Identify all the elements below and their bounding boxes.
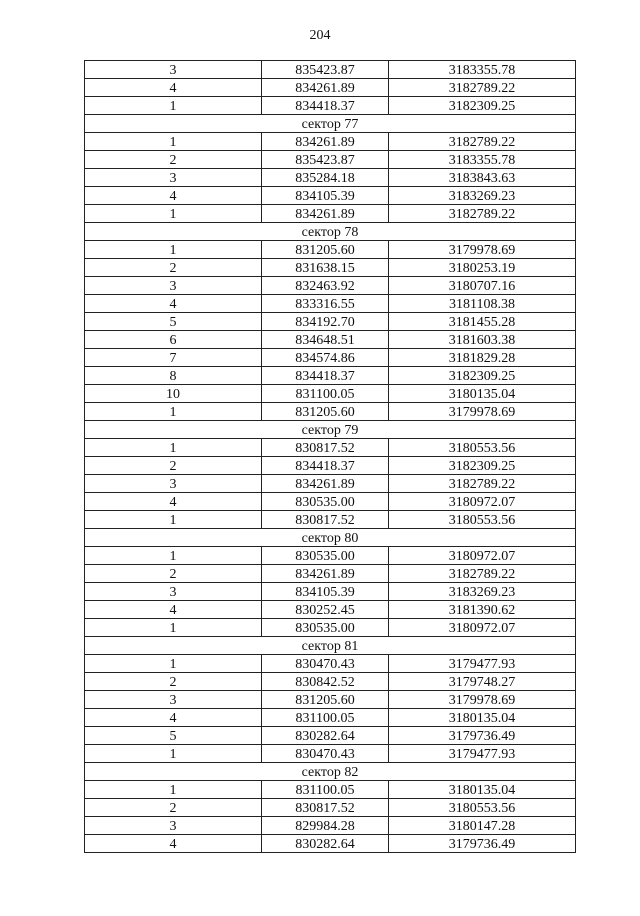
y-coordinate-cell: 3179736.49 <box>389 835 576 853</box>
x-coordinate-cell: 834261.89 <box>262 79 389 97</box>
y-coordinate-cell: 3183843.63 <box>389 169 576 187</box>
table-row <box>85 709 576 727</box>
sector-label: сектор 82 <box>85 763 576 781</box>
sector-header-row <box>85 223 576 241</box>
x-coordinate-cell: 830535.00 <box>262 547 389 565</box>
point-number-cell: 4 <box>85 79 262 97</box>
table-row <box>85 565 576 583</box>
x-coordinate-cell: 830252.45 <box>262 601 389 619</box>
x-coordinate-cell: 834574.86 <box>262 349 389 367</box>
x-coordinate-cell: 830282.64 <box>262 727 389 745</box>
point-number-cell: 1 <box>85 241 262 259</box>
point-number-cell: 1 <box>85 205 262 223</box>
table-row <box>85 205 576 223</box>
sector-header-row <box>85 763 576 781</box>
x-coordinate-cell: 830817.52 <box>262 799 389 817</box>
y-coordinate-cell: 3180707.16 <box>389 277 576 295</box>
y-coordinate-cell: 3179477.93 <box>389 745 576 763</box>
y-coordinate-cell: 3180553.56 <box>389 439 576 457</box>
table-row <box>85 367 576 385</box>
y-coordinate-cell: 3179978.69 <box>389 241 576 259</box>
point-number-cell: 1 <box>85 781 262 799</box>
table-row <box>85 619 576 637</box>
table-row <box>85 331 576 349</box>
y-coordinate-cell: 3181603.38 <box>389 331 576 349</box>
x-coordinate-cell: 830282.64 <box>262 835 389 853</box>
x-coordinate-cell: 831638.15 <box>262 259 389 277</box>
point-number-cell: 5 <box>85 313 262 331</box>
coordinates-table <box>84 60 576 853</box>
y-coordinate-cell: 3179748.27 <box>389 673 576 691</box>
x-coordinate-cell: 834418.37 <box>262 97 389 115</box>
y-coordinate-cell: 3180972.07 <box>389 493 576 511</box>
y-coordinate-cell: 3179978.69 <box>389 403 576 421</box>
table-row <box>85 799 576 817</box>
point-number-cell: 3 <box>85 277 262 295</box>
point-number-cell: 3 <box>85 691 262 709</box>
y-coordinate-cell: 3183269.23 <box>389 187 576 205</box>
point-number-cell: 2 <box>85 799 262 817</box>
table-row <box>85 511 576 529</box>
y-coordinate-cell: 3182789.22 <box>389 133 576 151</box>
y-coordinate-cell: 3180135.04 <box>389 385 576 403</box>
table-row <box>85 241 576 259</box>
point-number-cell: 1 <box>85 133 262 151</box>
y-coordinate-cell: 3179477.93 <box>389 655 576 673</box>
x-coordinate-cell: 831100.05 <box>262 385 389 403</box>
y-coordinate-cell: 3182309.25 <box>389 457 576 475</box>
point-number-cell: 5 <box>85 727 262 745</box>
sector-label: сектор 79 <box>85 421 576 439</box>
y-coordinate-cell: 3182309.25 <box>389 97 576 115</box>
table-row <box>85 403 576 421</box>
table-row <box>85 745 576 763</box>
point-number-cell: 1 <box>85 403 262 421</box>
table-row <box>85 97 576 115</box>
y-coordinate-cell: 3180553.56 <box>389 511 576 529</box>
y-coordinate-cell: 3180972.07 <box>389 547 576 565</box>
table-row <box>85 79 576 97</box>
x-coordinate-cell: 835423.87 <box>262 151 389 169</box>
point-number-cell: 4 <box>85 709 262 727</box>
x-coordinate-cell: 832463.92 <box>262 277 389 295</box>
y-coordinate-cell: 3181390.62 <box>389 601 576 619</box>
point-number-cell: 7 <box>85 349 262 367</box>
table-row <box>85 601 576 619</box>
x-coordinate-cell: 830535.00 <box>262 493 389 511</box>
sector-label: сектор 77 <box>85 115 576 133</box>
x-coordinate-cell: 834261.89 <box>262 475 389 493</box>
y-coordinate-cell: 3181108.38 <box>389 295 576 313</box>
x-coordinate-cell: 829984.28 <box>262 817 389 835</box>
y-coordinate-cell: 3179736.49 <box>389 727 576 745</box>
table-row <box>85 61 576 79</box>
y-coordinate-cell: 3182789.22 <box>389 475 576 493</box>
table-row <box>85 457 576 475</box>
x-coordinate-cell: 830817.52 <box>262 511 389 529</box>
point-number-cell: 3 <box>85 583 262 601</box>
table-row <box>85 385 576 403</box>
x-coordinate-cell: 830535.00 <box>262 619 389 637</box>
y-coordinate-cell: 3183355.78 <box>389 151 576 169</box>
sector-label: сектор 81 <box>85 637 576 655</box>
x-coordinate-cell: 834261.89 <box>262 565 389 583</box>
table-row <box>85 835 576 853</box>
y-coordinate-cell: 3180972.07 <box>389 619 576 637</box>
table-row <box>85 259 576 277</box>
point-number-cell: 3 <box>85 169 262 187</box>
y-coordinate-cell: 3181455.28 <box>389 313 576 331</box>
table-row <box>85 439 576 457</box>
point-number-cell: 4 <box>85 187 262 205</box>
x-coordinate-cell: 831205.60 <box>262 691 389 709</box>
point-number-cell: 4 <box>85 601 262 619</box>
point-number-cell: 3 <box>85 817 262 835</box>
point-number-cell: 1 <box>85 547 262 565</box>
y-coordinate-cell: 3182789.22 <box>389 205 576 223</box>
table-row <box>85 277 576 295</box>
sector-header-row <box>85 421 576 439</box>
point-number-cell: 8 <box>85 367 262 385</box>
point-number-cell: 10 <box>85 385 262 403</box>
coordinates-table-body <box>85 61 576 853</box>
table-row <box>85 583 576 601</box>
point-number-cell: 3 <box>85 475 262 493</box>
y-coordinate-cell: 3180553.56 <box>389 799 576 817</box>
x-coordinate-cell: 834648.51 <box>262 331 389 349</box>
y-coordinate-cell: 3180147.28 <box>389 817 576 835</box>
x-coordinate-cell: 831100.05 <box>262 709 389 727</box>
table-row <box>85 133 576 151</box>
y-coordinate-cell: 3180135.04 <box>389 781 576 799</box>
point-number-cell: 4 <box>85 493 262 511</box>
point-number-cell: 1 <box>85 655 262 673</box>
table-row <box>85 655 576 673</box>
x-coordinate-cell: 831100.05 <box>262 781 389 799</box>
sector-header-row <box>85 637 576 655</box>
x-coordinate-cell: 834192.70 <box>262 313 389 331</box>
point-number-cell: 2 <box>85 673 262 691</box>
point-number-cell: 6 <box>85 331 262 349</box>
x-coordinate-cell: 834418.37 <box>262 367 389 385</box>
x-coordinate-cell: 834105.39 <box>262 187 389 205</box>
table-row <box>85 475 576 493</box>
point-number-cell: 4 <box>85 835 262 853</box>
sector-header-row <box>85 529 576 547</box>
table-row <box>85 673 576 691</box>
point-number-cell: 2 <box>85 151 262 169</box>
table-row <box>85 169 576 187</box>
point-number-cell: 3 <box>85 61 262 79</box>
x-coordinate-cell: 831205.60 <box>262 241 389 259</box>
x-coordinate-cell: 830817.52 <box>262 439 389 457</box>
x-coordinate-cell: 830470.43 <box>262 745 389 763</box>
x-coordinate-cell: 835284.18 <box>262 169 389 187</box>
y-coordinate-cell: 3182789.22 <box>389 79 576 97</box>
x-coordinate-cell: 830470.43 <box>262 655 389 673</box>
table-row <box>85 493 576 511</box>
table-row <box>85 817 576 835</box>
x-coordinate-cell: 831205.60 <box>262 403 389 421</box>
table-row <box>85 781 576 799</box>
table-row <box>85 691 576 709</box>
point-number-cell: 1 <box>85 439 262 457</box>
table-row <box>85 727 576 745</box>
point-number-cell: 2 <box>85 259 262 277</box>
y-coordinate-cell: 3183355.78 <box>389 61 576 79</box>
y-coordinate-cell: 3180253.19 <box>389 259 576 277</box>
point-number-cell: 1 <box>85 97 262 115</box>
x-coordinate-cell: 834418.37 <box>262 457 389 475</box>
point-number-cell: 1 <box>85 511 262 529</box>
table-row <box>85 547 576 565</box>
x-coordinate-cell: 834105.39 <box>262 583 389 601</box>
y-coordinate-cell: 3182309.25 <box>389 367 576 385</box>
x-coordinate-cell: 834261.89 <box>262 205 389 223</box>
x-coordinate-cell: 835423.87 <box>262 61 389 79</box>
sector-label: сектор 78 <box>85 223 576 241</box>
point-number-cell: 4 <box>85 295 262 313</box>
point-number-cell: 2 <box>85 565 262 583</box>
y-coordinate-cell: 3180135.04 <box>389 709 576 727</box>
table-row <box>85 187 576 205</box>
page-number: 204 <box>309 28 331 43</box>
x-coordinate-cell: 834261.89 <box>262 133 389 151</box>
table-row <box>85 349 576 367</box>
x-coordinate-cell: 833316.55 <box>262 295 389 313</box>
sector-header-row <box>85 115 576 133</box>
point-number-cell: 1 <box>85 619 262 637</box>
y-coordinate-cell: 3182789.22 <box>389 565 576 583</box>
x-coordinate-cell: 830842.52 <box>262 673 389 691</box>
y-coordinate-cell: 3181829.28 <box>389 349 576 367</box>
table-row <box>85 151 576 169</box>
table-row <box>85 313 576 331</box>
sector-label: сектор 80 <box>85 529 576 547</box>
table-row <box>85 295 576 313</box>
point-number-cell: 1 <box>85 745 262 763</box>
y-coordinate-cell: 3179978.69 <box>389 691 576 709</box>
point-number-cell: 2 <box>85 457 262 475</box>
y-coordinate-cell: 3183269.23 <box>389 583 576 601</box>
